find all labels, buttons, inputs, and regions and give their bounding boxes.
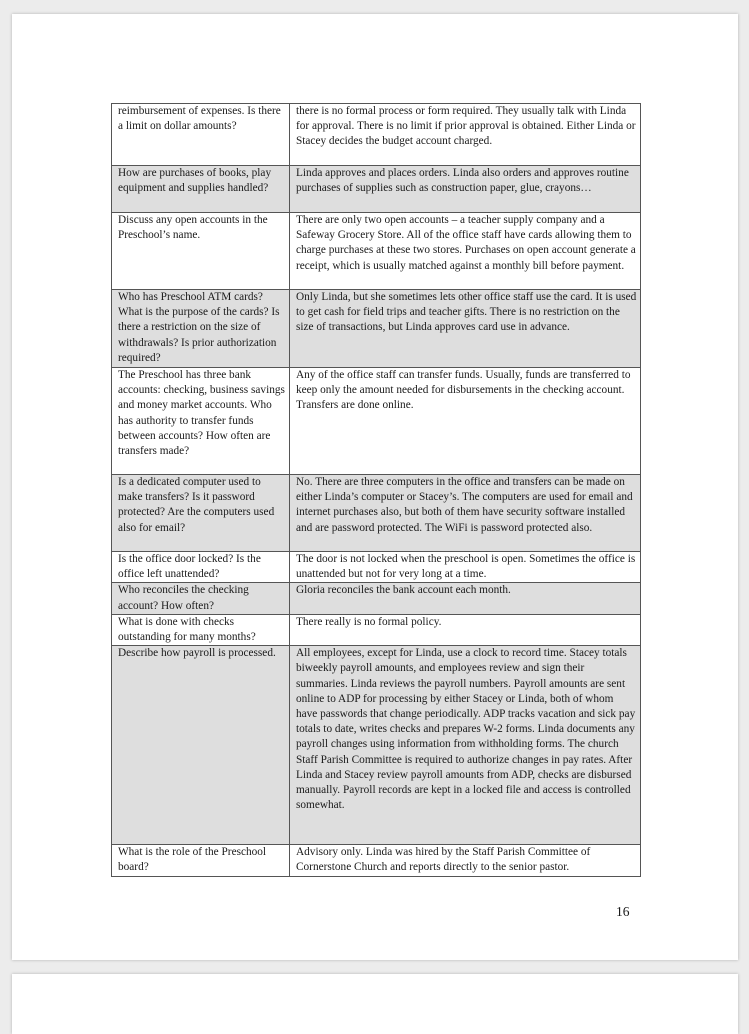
question-cell: Is a dedicated computer used to make transfers? Is it password protected? Are the computers used also for email? [112, 475, 290, 552]
answer-cell: Linda approves and places orders. Linda also orders and approves routine purchases of supplies such as construction paper, glue, crayons… [290, 166, 641, 213]
table-row [112, 614, 641, 645]
interview-table [111, 103, 641, 877]
table-row [112, 290, 641, 368]
answer-cell: Advisory only. Linda was hired by the Staff Parish Committee of Cornerstone Church and reports directly to the senior pastor. [290, 845, 641, 876]
question-cell: Discuss any open accounts in the Preschool’s name. [112, 213, 290, 290]
table-row [112, 213, 641, 290]
question-cell: Who reconciles the checking account? How often? [112, 583, 290, 614]
table-row [112, 552, 641, 583]
answer-cell: Any of the office staff can transfer funds. Usually, funds are transferred to keep only the amount needed for disbursements in the checking account. Transfers are done online. [290, 368, 641, 475]
question-cell: Who has Preschool ATM cards? What is the purpose of the cards? Is there a restriction on the size of withdrawals? Is prior authorization required? [112, 290, 290, 368]
answer-cell: There really is no formal policy. [290, 614, 641, 645]
question-cell: How are purchases of books, play equipment and supplies handled? [112, 166, 290, 213]
document-page [12, 14, 738, 960]
table-row [112, 646, 641, 845]
page-number: 16 [616, 904, 630, 919]
table-row [112, 368, 641, 475]
answer-cell: there is no formal process or form required. They usually talk with Linda for approval. There is no limit if prior approval is obtained. Either Linda or Stacey decides the budget account charged. [290, 104, 641, 166]
answer-cell: Gloria reconciles the bank account each month. [290, 583, 641, 614]
question-cell: reimbursement of expenses. Is there a limit on dollar amounts? [112, 104, 290, 166]
answer-cell: There are only two open accounts – a teacher supply company and a Safeway Grocery Store. All of the office staff have cards allowing them to charge purchases at these two stores. Purchases on open account generate a receipt, which is usually matched against a monthly bill before payment. [290, 213, 641, 290]
answer-cell: All employees, except for Linda, use a clock to record time. Stacey totals biweekly payroll amounts, and employees review and sign their summaries. Linda reviews the payroll numbers. Payroll amounts are sent online to ADP for processing by either Stacey or Linda, both of whom have passwords that change periodically. ADP tracks vacation and sick pay totals to date, writes checks and prepares W-2 forms. Linda documents any payroll changes using information from withholding forms. The church Staff Parish Committee is required to authorize changes in pay rates. After Linda and Stacey review payroll amounts from ADP, checks are disbursed manually. Payroll records are kept in a locked file and access is controlled somewhat. [290, 646, 641, 845]
answer-cell: The door is not locked when the preschool is open. Sometimes the office is unattended but not for very long at a time. [290, 552, 641, 583]
answer-cell: Only Linda, but she sometimes lets other office staff use the card. It is used to get cash for field trips and teacher gifts. There is no restriction on the size of transactions, but Linda approves card use in advance. [290, 290, 641, 368]
question-cell: Is the office door locked? Is the office left unattended? [112, 552, 290, 583]
table-row [112, 166, 641, 213]
question-cell: The Preschool has three bank accounts: checking, business savings and money market accounts. Who has authority to transfer funds between accounts? How often are transfers made? [112, 368, 290, 475]
table-row [112, 475, 641, 552]
table-row [112, 583, 641, 614]
answer-cell: No. There are three computers in the office and transfers can be made on either Linda’s computer or Stacey’s. The computers are used for email and internet purchases also, but both of them have security software installed and are password protected. The WiFi is password protected also. [290, 475, 641, 552]
question-cell: What is the role of the Preschool board? [112, 845, 290, 876]
table-row [112, 104, 641, 166]
question-cell: Describe how payroll is processed. [112, 646, 290, 845]
question-cell: What is done with checks outstanding for many months? [112, 614, 290, 645]
next-page [12, 974, 738, 1034]
table-row [112, 845, 641, 876]
